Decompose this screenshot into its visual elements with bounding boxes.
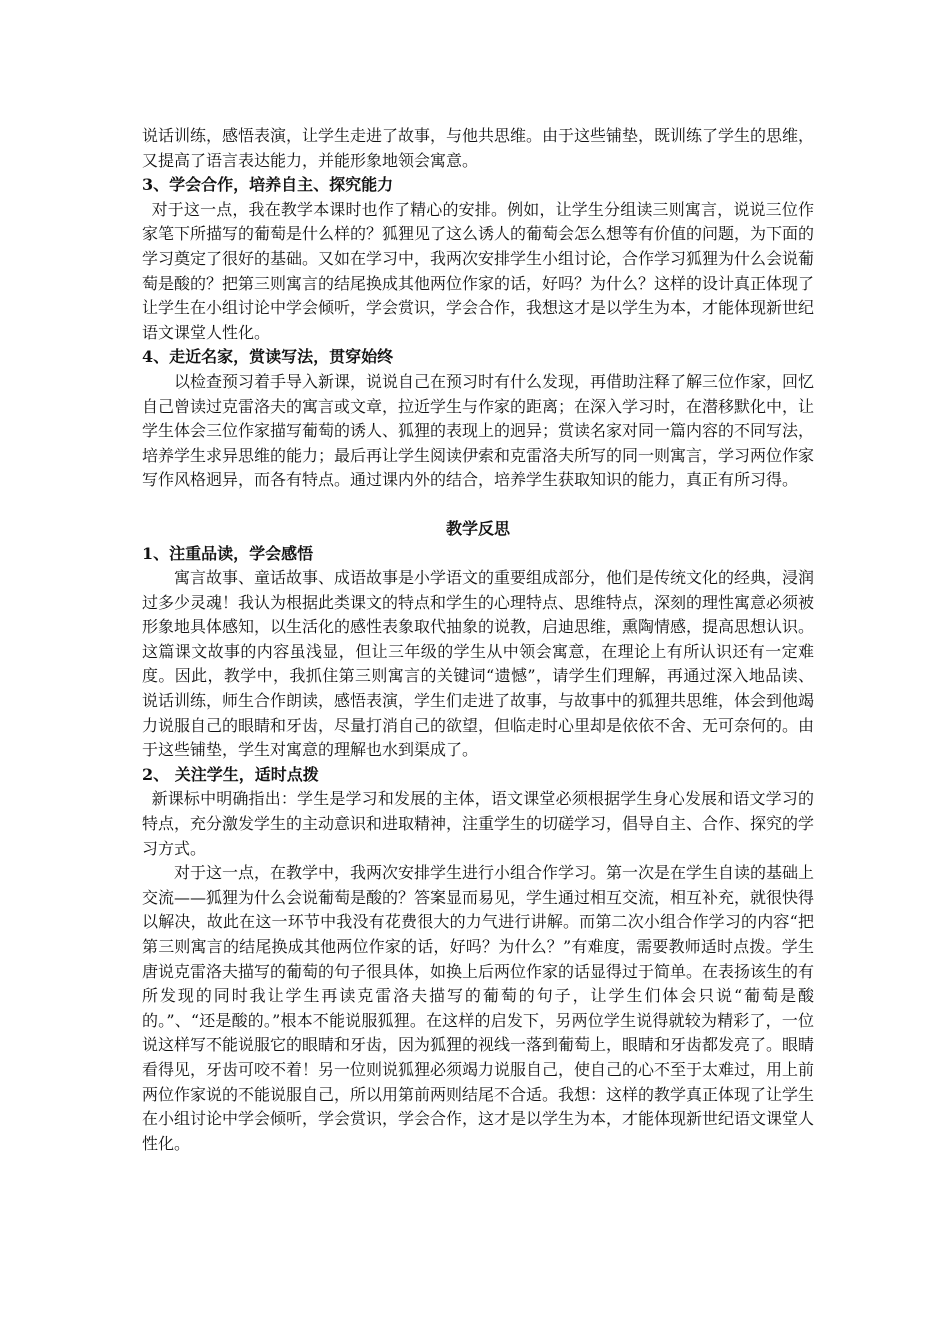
document-body — [142, 124, 814, 1156]
paragraph-reading: 寓言故事、童话故事、成语故事是小学语文的重要组成部分，他们是传统文化的经典，浸润过多少灵魂！我认为根据此类课文的特点和学生的心理特点、思维特点，深刻的理性寓意必须被形象地具体感知，以生活化的感性表象取代抽象的说教，启迪思维，熏陶情感，提高思想认识。这篇课文故事的内容虽浅显，但让三年级的学生从中领会寓意，在理论上有所认识还有一定难度。因此，教学中，我抓住第三则寓言的关键词“遗憾”，请学生们理解，再通过深入地品读、说话训练，师生合作朗读，感悟表演，学生们走进了故事，与故事中的狐狸共思维，体会到他竭力说服自己的眼睛和牙齿，尽量打消自己的欲望，但临走时心里却是依依不舍、无可奈何的。由于这些铺垫，学生对寓意的理解也水到渠成了。 — [142, 568, 815, 760]
paragraph-cooperation: 对于这一点，我在教学本课时也作了精心的安排。例如，让学生分组读三则寓言，说说三位作家笔下所描写的葡萄是什么样的？狐狸见了这么诱人的葡萄会怎么想等有价值的问题，为下面的学习奠定了很好的基础。又如在学习中，我两次安排学生小组讨论，合作学习狐狸为什么会说葡萄是酸的？把第三则寓言的结尾换成其他两位作家的话，好吗？为什么？这样的设计真正体现了让学生在小组讨论中学会倾听，学会赏识，学会合作，我想这才是以学生为本，才能体现新世纪语文课堂人性化。 — [142, 199, 815, 342]
heading-famous-writers: 4、走近名家，赏读写法，贯穿始终 — [142, 347, 394, 367]
paragraph-curriculum: 新课标中明确指出：学生是学习和发展的主体，语文课堂必须根据学生身心发展和语文学习的特点，充分激发学生的主动意识和进取精神，注重学生的切磋学习，倡导自主、合作、探究的学习方式。 — [142, 789, 815, 858]
paragraph-continued: 说话训练，感悟表演，让学生走进了故事，与他共思维。由于这些铺垫，既训练了学生的思维，又提高了语言表达能力，并能形象地领会寓意。 — [142, 126, 815, 170]
section-title-reflection: 教学反思 — [445, 518, 510, 538]
heading-cooperation: 3、学会合作，培养自主、探究能力 — [142, 175, 394, 195]
paragraph-group-study: 对于这一点，在教学中，我两次安排学生进行小组合作学习。第一次是在学生自读的基础上交流——狐狸为什么会说葡萄是酸的？答案显而易见，学生通过相互交流，相互补充，就很快得以解决，故此在这一环节中我没有花费很大的力气进行讲解。而第二次小组合作学习的内容“把第三则寓言的结尾换成其他两位作家的话，好吗？为什么？”有难度，需要教师适时点拨。学生唐说克雷洛夫描写的葡萄的句子很具体，如换上后两位作家的话显得过于简单。在表扬该生的有所发现的同时我让学生再读克雷洛夫描写的葡萄的句子，让学生们体会只说“葡萄是酸的。”、“还是酸的。”根本不能说服狐狸。在这样的启发下，另两位学生说得就较为精彩了，一位说这样写不能说服它的眼睛和牙齿，因为狐狸的视线一落到葡萄上，眼睛和牙齿都发亮了。眼睛看得见，牙齿可咬不着！另一位则说狐狸必须竭力说服自己，使自己的心不至于太难过，用上前两位作家说的不能说服自己，所以用第前两则结尾不合适。我想：这样的教学真正体现了让学生在小组讨论中学会倾听，学会赏识，学会合作，这才是以学生为本，才能体现新世纪语文课堂人性化。 — [142, 863, 815, 1153]
heading-guidance: 2、 关注学生，适时点拨 — [142, 764, 319, 784]
paragraph-famous-writers: 以检查预习着手导入新课，说说自己在预习时有什么发现，再借助注释了解三位作家，回忆自己曾读过克雷洛夫的寓言或文章，拉近学生与作家的距离；在深入学习时，在潜移默化中，让学生体会三位作家描写葡萄的诱人、狐狸的表现上的迥异；赏读名家对同一篇内容的不同写法，培养学生求异思维的能力；最后再让学生阅读伊索和克雷洛夫所写的同一则寓言，学习两位作家写作风格迥异，而各有特点。通过课内外的结合，培养学生获取知识的能力，真正有所习得。 — [142, 371, 815, 490]
heading-reading: 1、注重品读，学会感悟 — [142, 543, 314, 563]
